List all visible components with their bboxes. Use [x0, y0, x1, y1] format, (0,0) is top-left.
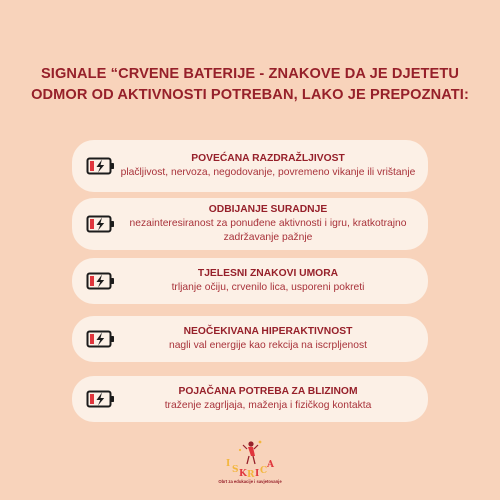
signal-card-fatigue — [72, 258, 428, 304]
svg-text:I: I — [226, 459, 231, 469]
signal-card-irritability — [72, 140, 428, 192]
title-line-2: ODMOR OD AKTIVNOSTI POTREBAN, LAKO JE PREPOZNATI: — [31, 87, 469, 103]
signal-description: trljanje očiju, crvenilo lica, usporeni pokreti — [171, 282, 365, 293]
signal-card-closeness — [72, 376, 428, 422]
logo-tagline: Obrt za edukacije i savjetovanje — [218, 479, 282, 484]
signal-heading: POVEĆANA RAZDRAŽLJIVOST — [191, 153, 345, 164]
signal-heading: POJAČANA POTREBA ZA BLIZINOM — [178, 386, 358, 397]
signal-card-refusal — [72, 198, 428, 250]
signal-description: nagli val energije kao rekcija na iscrpljenost — [168, 340, 368, 351]
signal-heading: TJELESNI ZNAKOVI UMORA — [197, 268, 339, 279]
svg-text:K: K — [239, 469, 247, 479]
low-battery-charging-icon — [86, 272, 116, 290]
signal-heading: ODBIJANJE SURADNJE — [208, 204, 328, 215]
svg-text:A: A — [267, 460, 274, 470]
signal-card-hyperactivity — [72, 316, 428, 362]
svg-text:C: C — [260, 466, 268, 476]
signal-heading: NEOČEKIVANA HIPERAKTIVNOST — [183, 326, 353, 337]
svg-text:R: R — [247, 470, 255, 480]
svg-text:I: I — [255, 469, 260, 479]
title-line-1: SIGNALE “CRVENE BATERIJE - ZNAKOVE DA JE DJETETU — [40, 66, 460, 82]
page-title — [0, 64, 500, 106]
svg-text:S: S — [232, 465, 239, 475]
signal-description: plačljivost, nervoza, negodovanje, povremeno vikanje ili vrištanje — [120, 167, 416, 178]
iskrica-logo-mark — [220, 436, 280, 496]
low-battery-charging-icon — [86, 215, 116, 233]
iskrica-logo — [220, 436, 280, 496]
low-battery-charging-icon — [86, 157, 116, 175]
low-battery-charging-icon — [86, 390, 116, 408]
signal-description: nezainteresiranost za ponuđene aktivnosti i igru, kratkotrajno zadržavanje pažnje — [129, 218, 407, 243]
signal-description: traženje zagrljaja, maženja i fizičkog kontakta — [164, 400, 372, 411]
low-battery-charging-icon — [86, 330, 116, 348]
